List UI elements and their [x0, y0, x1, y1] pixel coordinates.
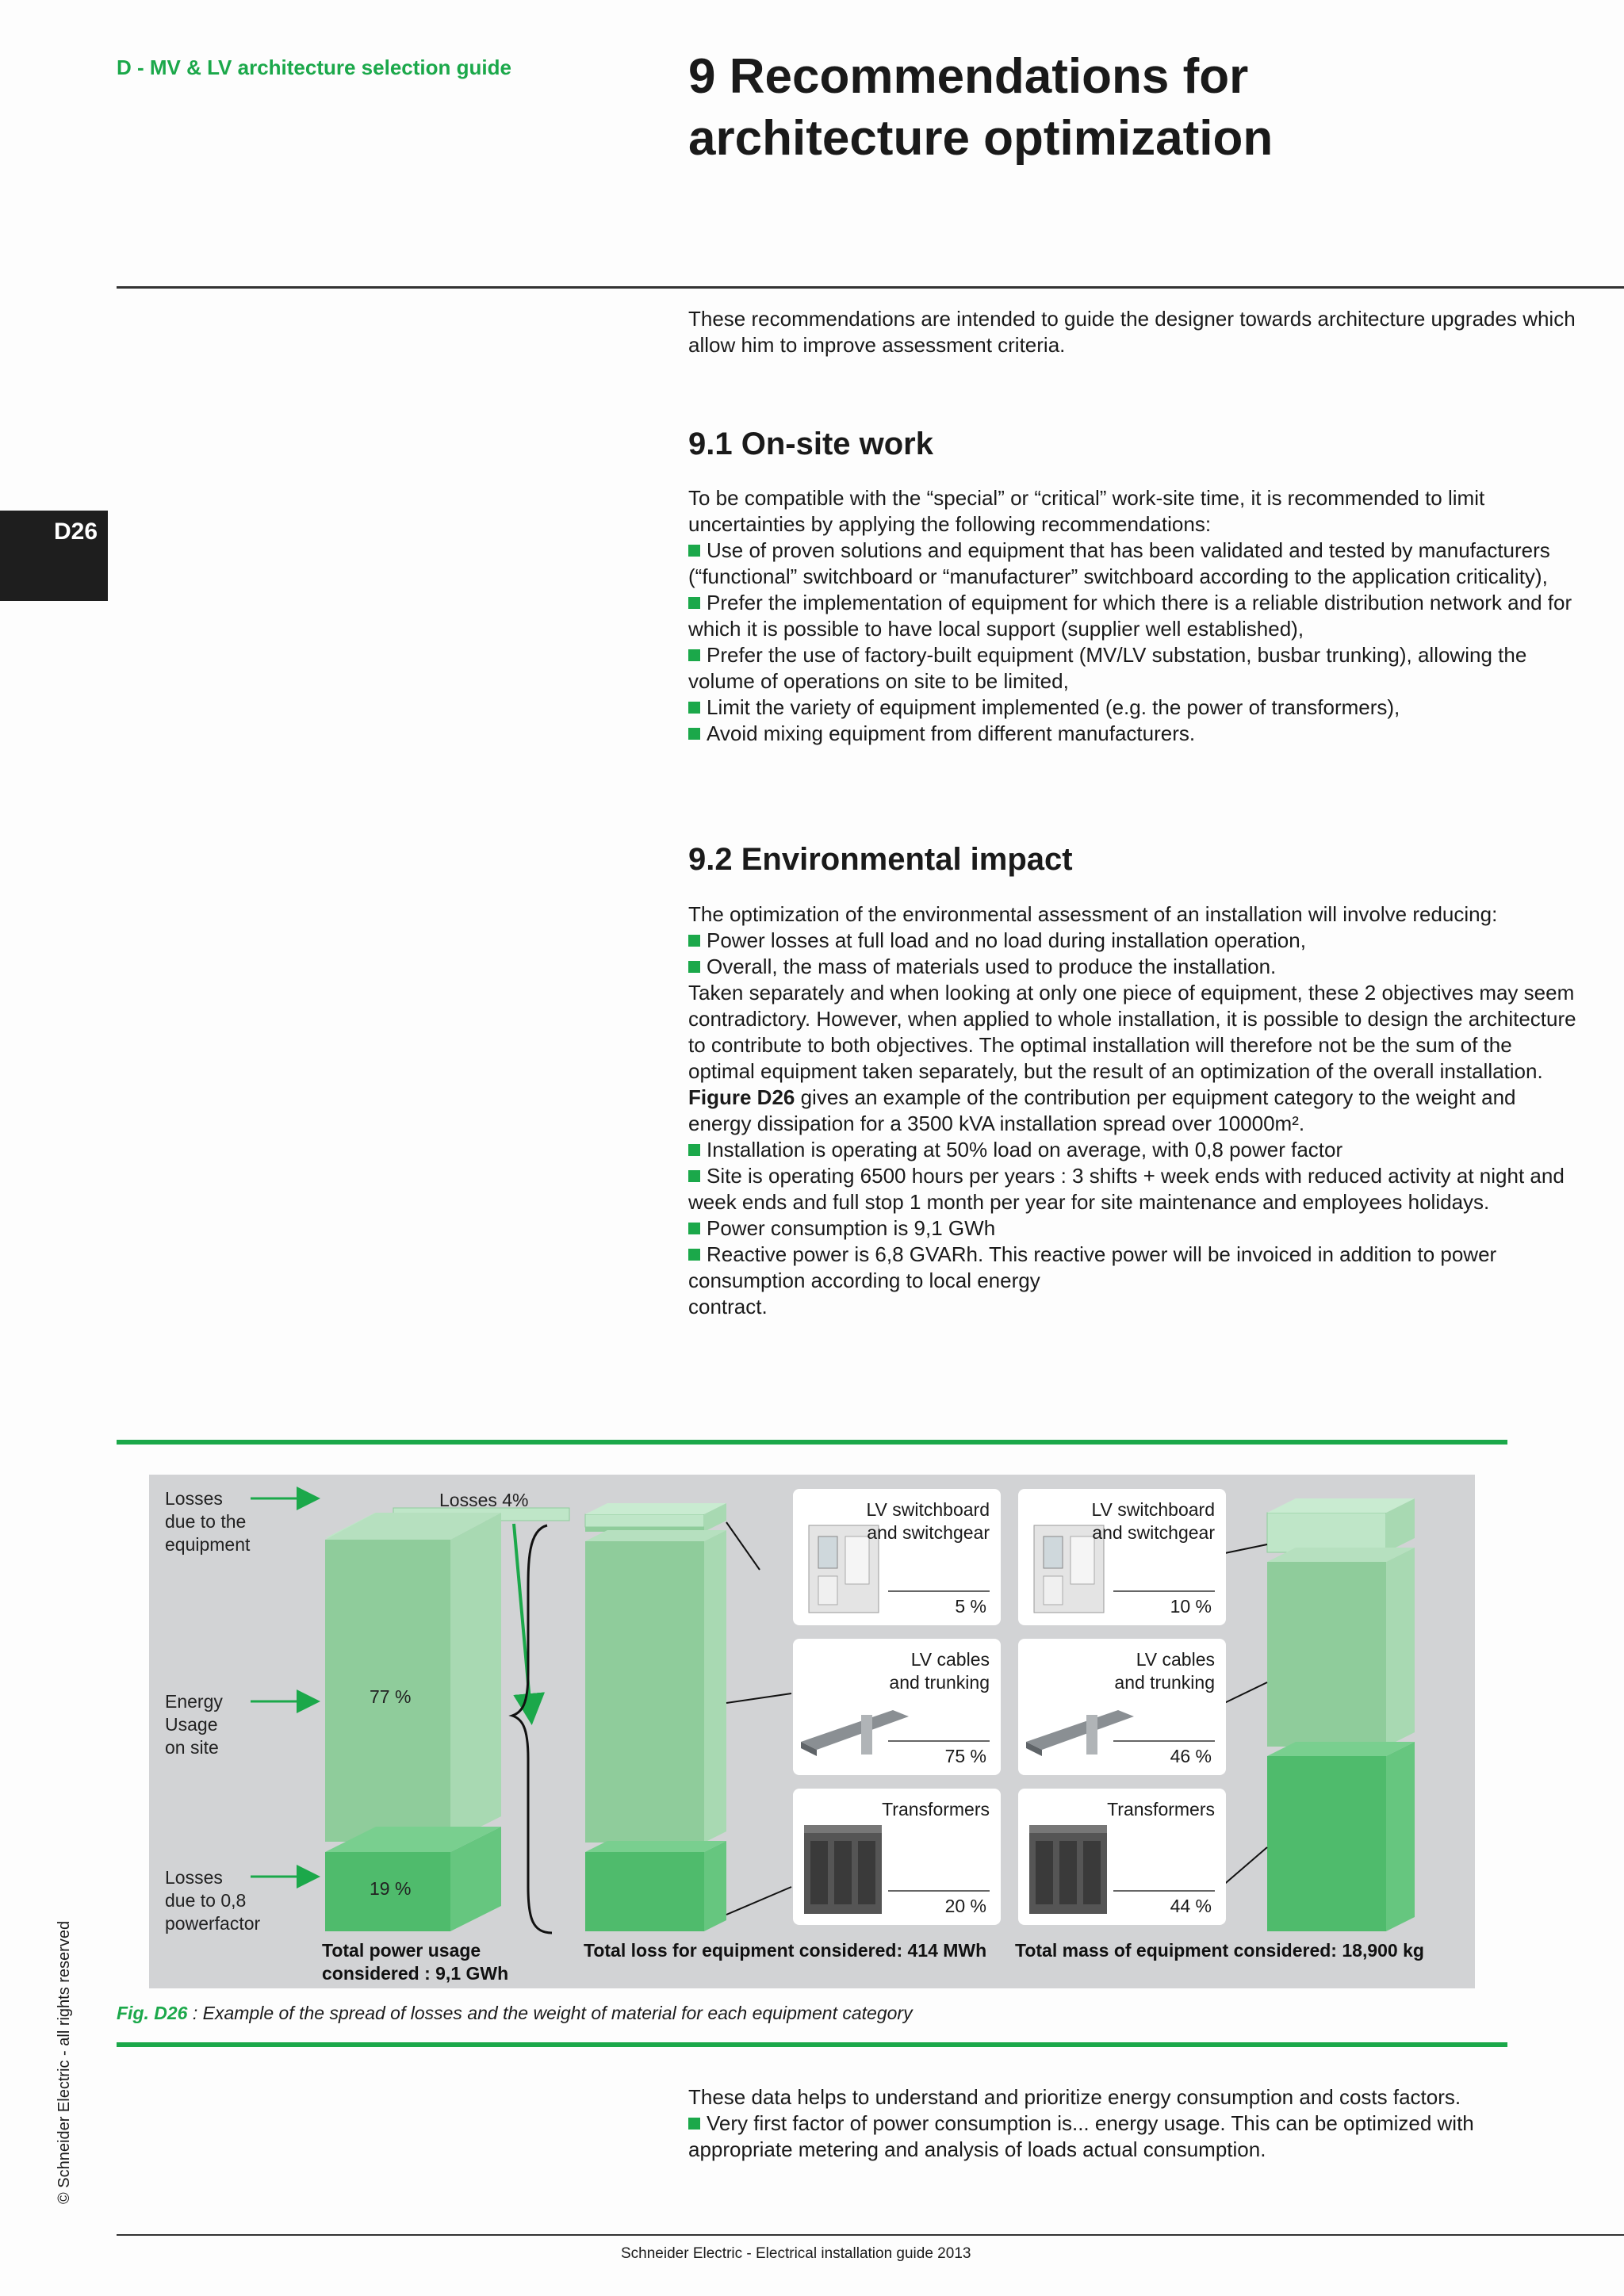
section-env-para: Taken separately and when looking at only one piece of equipment, these 2 objectives may seem contradictory. However, when applied to whole installation, it is possible to design the architecture to contribute to both objectives. The optimal installation will therefore not be the sum of the optimal equipment taken separately, but the result of an optimization of the overall installation. [688, 981, 1576, 1083]
bullet-item: Use of proven solutions and equipment that has been validated and tested by manufacturers (“functional” switchboard or “manufacturer” switchboard according to the application criticality), [688, 538, 1576, 590]
section-env-tail: contract. [688, 1295, 768, 1318]
intro-paragraph: These recommendations are intended to guide the designer towards architecture upgrades which allow him to improve assessment criteria. [688, 307, 1576, 357]
bullet-item: Very first factor of power consumption is... energy usage. This can be optimized with appropriate metering and analysis of loads actual consumption. [688, 2110, 1576, 2163]
top-rule [117, 286, 1624, 289]
section-onsite-body [688, 485, 1576, 747]
bullet-item: Avoid mixing equipment from different manufacturers. [688, 721, 1576, 747]
bullet-item: Overall, the mass of materials used to produce the installation. [688, 954, 1576, 980]
figure-reference-para: Figure D26 gives an example of the contribution per equipment category to the weight and energy dissipation for a 3500 kVA installation spread over 10000m². [688, 1085, 1516, 1135]
label-losses-equipment: Losses due to the equipment [165, 1488, 251, 1555]
figure-caption: Fig. D26 : Example of the spread of losses and the weight of material for each equipment category [117, 2003, 913, 2023]
total-loss: Total loss for equipment considered: 414 MWh [584, 1940, 987, 1961]
bullet-item: Site is operating 6500 hours per years : 3 shifts + week ends with reduced activity at night and week ends and full stop 1 month per year for site maintenance and employees holidays. [688, 1163, 1576, 1215]
page-footer: Schneider Electric - Electrical installation guide 2013 [621, 2245, 971, 2262]
title-line-1: 9 Recommendations for [688, 49, 1249, 104]
powerfactor-percent: 19 % [370, 1878, 412, 1899]
cable-trunking-icon [1023, 1694, 1142, 1766]
section-heading-environment: 9.2 Environmental impact [688, 842, 1073, 877]
bullet-item: Limit the variety of equipment implemented (e.g. the power of transformers), [688, 695, 1576, 721]
page-title [688, 46, 1561, 170]
figure-bottom-rule [117, 2042, 1507, 2047]
figure-d26 [149, 1475, 1475, 1988]
label-energy-usage: Energy Usage on site [165, 1691, 223, 1758]
page-tab-label: D26 [54, 519, 98, 545]
losses-percent: Losses 4% [439, 1490, 529, 1510]
section-heading-onsite: 9.1 On-site work [688, 427, 933, 461]
bullet-item: Reactive power is 6,8 GVARh. This reactive power will be invoiced in addition to power consumption according to local energy [688, 1242, 1576, 1294]
bullet-item: Prefer the use of factory-built equipment (MV/LV substation, busbar trunking), allowing the volume of operations on site to be limited, [688, 642, 1576, 695]
section-environment-body [688, 901, 1576, 1320]
column-losses [585, 1503, 726, 1931]
total-power-usage: Total power usage considered : 9,1 GWh [322, 1940, 509, 1984]
column-total-usage [325, 1508, 569, 1931]
closing-section [688, 2084, 1576, 2163]
loss-card-transformers: Transformers 20 % [793, 1789, 1001, 1925]
figure-ref-link[interactable]: Figure D26 [688, 1085, 795, 1109]
transformer-icon [799, 1817, 887, 1919]
card-value: 10 % [1170, 1596, 1212, 1617]
bullet-item: Prefer the implementation of equipment for which there is a reliable distribution network and for which it is possible to have local support (supplier well established), [688, 590, 1576, 642]
section-env-lead: The optimization of the environmental assessment of an installation will involve reducing: [688, 902, 1498, 926]
closing-paragraph: These data helps to understand and prioritize energy consumption and costs factors. [688, 2085, 1461, 2109]
caption-fig-label: Fig. D26 [117, 2003, 188, 2023]
title-line-2: architecture optimization [688, 111, 1274, 166]
bullet-item: Power losses at full load and no load during installation operation, [688, 928, 1576, 954]
mass-card-cables: LV cables and trunking 46 % [1018, 1639, 1226, 1775]
cable-trunking-icon [798, 1694, 917, 1766]
page-tab [0, 511, 108, 601]
card-value: 20 % [944, 1896, 986, 1916]
mass-card-transformers: Transformers 44 % [1018, 1789, 1226, 1925]
loss-card-switchboard: LV switchboard and switchgear 5 % [793, 1489, 1001, 1625]
mass-card-switchboard: LV switchboard and switchgear 10 % [1018, 1489, 1226, 1625]
figure-top-rule [117, 1440, 1507, 1445]
card-value: 46 % [1170, 1746, 1212, 1766]
column-mass [1267, 1498, 1415, 1931]
section-guide-label: D - MV & LV architecture selection guide [117, 55, 511, 79]
card-value: 44 % [1170, 1896, 1212, 1916]
transformer-icon [1025, 1817, 1112, 1919]
label-losses-powerfactor: Losses due to 0,8 powerfactor [165, 1867, 261, 1934]
bullet-item: Power consumption is 9,1 GWh [688, 1215, 1576, 1242]
energy-percent: 77 % [370, 1686, 412, 1707]
card-value: 75 % [944, 1746, 986, 1766]
card-value: 5 % [955, 1596, 986, 1617]
bullet-item: Installation is operating at 50% load on average, with 0,8 power factor [688, 1137, 1576, 1163]
total-mass: Total mass of equipment considered: 18,900 kg [1015, 1940, 1424, 1961]
loss-card-cables: LV cables and trunking 75 % [793, 1639, 1001, 1775]
copyright-notice: © Schneider Electric - all rights reserved [56, 1920, 73, 2204]
section-onsite-lead: To be compatible with the “special” or “critical” work-site time, it is recommended to limit uncertainties by applying the following recommendations: [688, 486, 1485, 536]
footer-rule [117, 2234, 1624, 2236]
